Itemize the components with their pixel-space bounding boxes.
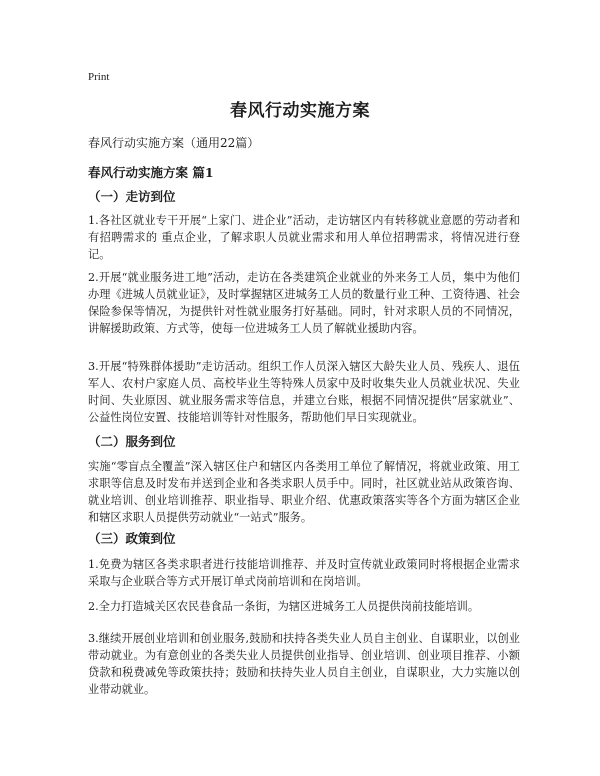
- paragraph: 2.全力打造城关区农民巷食品一条街，为辖区进城务工人员提供岗前技能培训。: [88, 600, 480, 613]
- article-heading: 春风行动实施方案 篇1: [88, 165, 214, 180]
- paragraph: 3.继续开展创业培训和创业服务,鼓励和扶持各类失业人员自主创业、自谋职业，以创业带动就业。为有意创业的各类失业人员提供创业指导、创业培训、创业项目推荐、小额贷款和税费减免等政策扶持；鼓励和扶持失业人员自主创业，自谋职业，大力实施以创业带动就业。: [88, 632, 520, 696]
- paragraph: 实施“零盲点全覆盖”深入辖区住户和辖区内各类用工单位了解情况，将就业政策、用工求职等信息及时发布并送到企业和各类求职人员手中。同时，社区就业站从政策咨询、就业培训、创业培训推荐、职业指导、职业介绍、优惠政策落实等各个方面为辖区企业和辖区求职人员提供劳动就业“一站式”服务。: [88, 460, 520, 524]
- section-heading-policy: （三）政策到位: [88, 531, 176, 546]
- paragraph: 3.开展“特殊群体援助”走访活动。组织工作人员深入辖区大龄失业人员、残疾人、退伍军人、农村户家庭人员、高校毕业生等特殊人员家中及时收集失业人员就业状况、失业时间、失业原因、就业服务需求等信息，并建立台账，根据不同情况提供“居家就业”、公益性岗位安置、技能培训等针对性服务，帮助他们早日实现就业。: [88, 360, 520, 424]
- document-subtitle: 春风行动实施方案（通用22篇）: [88, 136, 260, 150]
- page-title: 春风行动实施方案: [230, 101, 370, 121]
- paragraph: 2.开展“就业服务进工地”活动，走访在各类建筑企业就业的外来务工人员，集中为他们办理《进城人员就业证》，及时掌握辖区进城务工人员的数量行业工种、工资待遇、社会保险参保等情况，为提供针对性就业服务打好基础。同时，针对求职人员的不同情况，讲解援助政策、方式等，使每一位进城务工人员了解就业援助内容。: [88, 271, 520, 335]
- section-heading-service: （二）服务到位: [88, 434, 176, 449]
- print-link[interactable]: Print: [88, 71, 110, 83]
- paragraph: 1.各社区就业专干开展“上家门、进企业”活动，走访辖区内有转移就业意愿的劳动者和有招聘需求的 重点企业，了解求职人员就业需求和用人单位招聘需求，将情况进行登记。: [88, 214, 520, 261]
- section-heading-visits: （一）走访到位: [88, 189, 176, 204]
- paragraph: 1.免费为辖区各类求职者进行技能培训推荐、并及时宣传就业政策同时将根据企业需求采取与企业联合等方式开展订单式岗前培训和在岗培训。: [88, 558, 520, 588]
